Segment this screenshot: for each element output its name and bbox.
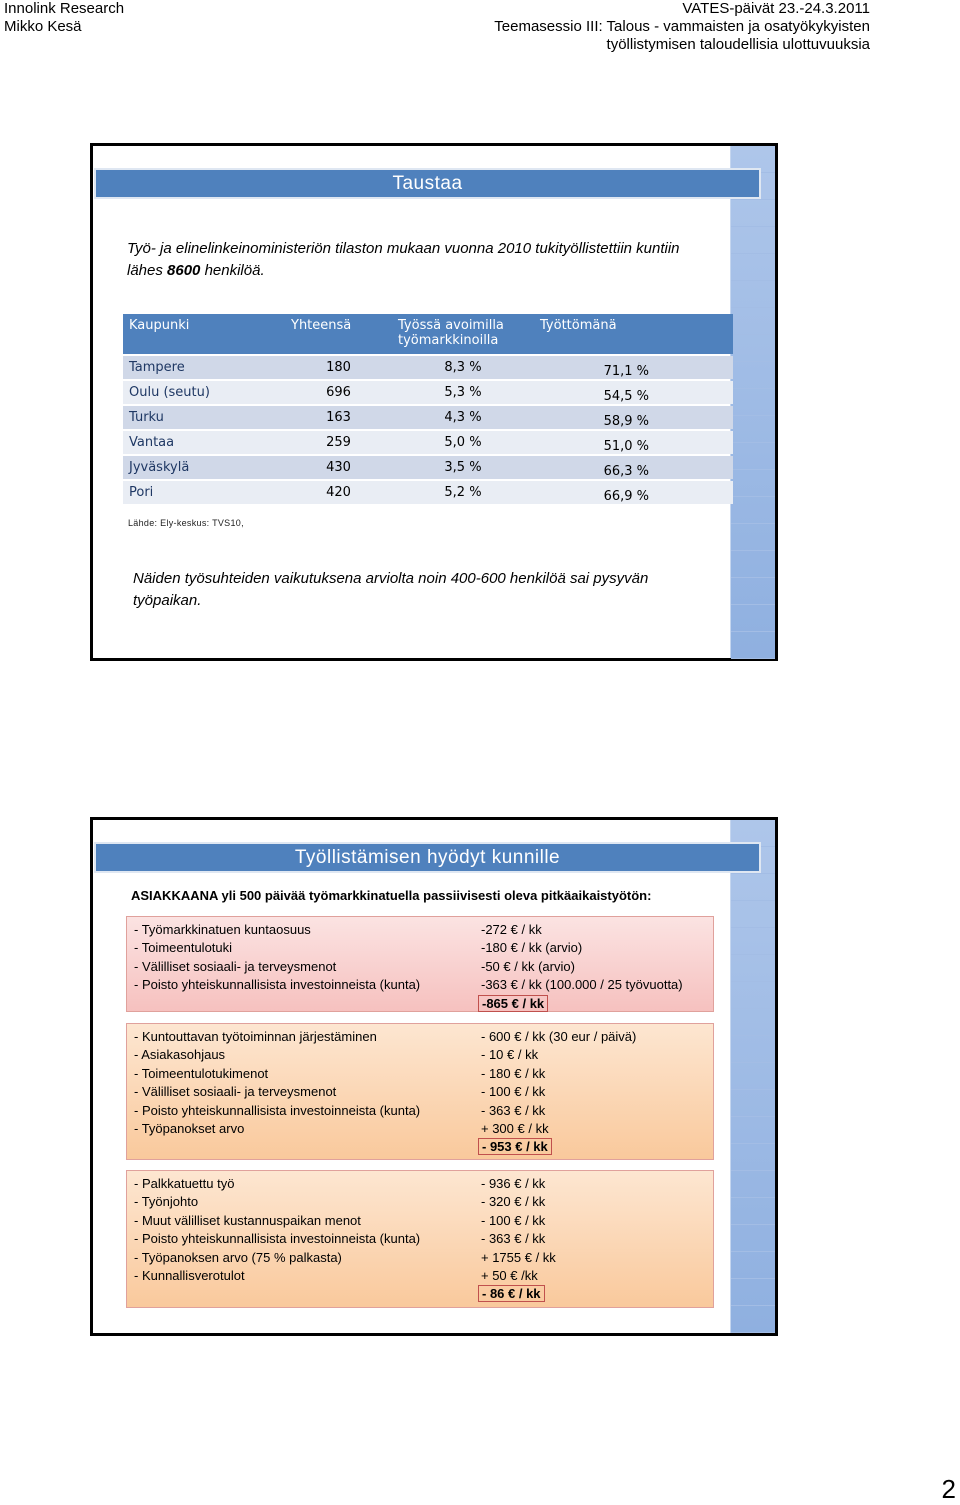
list-item (134, 939, 706, 957)
col-header-city: Kaupunki (123, 314, 285, 354)
table-header-row (123, 314, 733, 354)
cell-total: 696 (285, 381, 392, 404)
col-header-open-market: Työssä avoimilla työmarkkinoilla (392, 314, 534, 354)
cell-unemployed: 66,3 % (534, 456, 733, 479)
item-label: - Kuntouttavan työtoiminnan järjestäminen (134, 1029, 377, 1044)
cell-city: Vantaa (123, 431, 285, 454)
total-value: - 953 € / kk (478, 1138, 552, 1155)
cell-open: 8,3 % (392, 356, 534, 379)
cost-box-wage-subsidy (126, 1170, 714, 1308)
list-item (134, 1083, 706, 1101)
cell-unemployed: 58,9 % (534, 406, 733, 429)
list-item (134, 1267, 706, 1285)
cell-open: 3,5 % (392, 456, 534, 479)
item-value: -272 € / kk (481, 922, 542, 937)
list-item (134, 1249, 706, 1267)
item-value: + 1755 € / kk (481, 1249, 556, 1265)
cell-total: 420 (285, 481, 392, 504)
slide-sidebar-decoration (730, 820, 775, 1333)
item-label: - Työpanoksen arvo (75 % palkasta) (134, 1249, 342, 1265)
cell-open: 5,3 % (392, 381, 534, 404)
item-label: - Asiakasohjaus (134, 1047, 226, 1063)
cell-total: 259 (285, 431, 392, 454)
cell-unemployed: 51,0 % (534, 431, 733, 454)
slide-title: Taustaa (94, 168, 761, 199)
total-value: - 86 € / kk (478, 1285, 545, 1302)
table-row (123, 431, 733, 454)
total-row (134, 1285, 706, 1303)
item-label: - Poisto yhteiskunnallisista investoinneista (kunta) (134, 977, 421, 993)
cell-unemployed: 71,1 % (534, 356, 733, 379)
table-row (123, 481, 733, 504)
item-label: - Toimeentulotuki (134, 940, 233, 956)
item-value: - 320 € / kk (481, 1194, 546, 1210)
cell-unemployed: 54,5 % (534, 381, 733, 404)
item-label: - Työnjohto (134, 1194, 199, 1210)
cell-city: Jyväskylä (123, 456, 285, 479)
col-header-total: Yhteensä (285, 314, 392, 354)
item-label: - Palkkatuettu työ (134, 1176, 235, 1191)
list-item (134, 976, 706, 994)
slide-sidebar-decoration (730, 146, 775, 658)
cell-total: 430 (285, 456, 392, 479)
item-value: - 100 € / kk (481, 1084, 546, 1100)
header-org: Innolink Research (4, 0, 125, 17)
cell-city: Tampere (123, 356, 285, 379)
slide-intro (127, 238, 707, 282)
item-label: - Työpanokset arvo (134, 1121, 245, 1137)
list-item (134, 1230, 706, 1248)
item-value: -363 € / kk (100.000 / 25 työvuotta) (481, 977, 683, 993)
total-row (134, 1138, 706, 1156)
item-label: - Toimeentulotukimenot (134, 1065, 269, 1081)
item-value: -180 € / kk (arvio) (481, 940, 583, 956)
item-value: -50 € / kk (arvio) (481, 958, 575, 974)
item-value: - 363 € / kk (481, 1102, 546, 1118)
total-row (134, 995, 706, 1013)
slide-subtitle: ASIAKKAANA yli 500 päivää työmarkkinatuella passiivisesti oleva pitkäaikaistyötön: (131, 888, 652, 903)
col-header-unemployed: Työttömänä (534, 314, 733, 354)
list-item (134, 1102, 706, 1120)
list-item (134, 921, 706, 939)
item-label: - Muut välilliset kustannuspaikan menot (134, 1212, 361, 1228)
employment-table (123, 312, 733, 506)
item-label: - Poisto yhteiskunnallisista investoinneista (kunta) (134, 1102, 421, 1118)
item-label: - Työmarkkinatuen kuntaosuus (134, 922, 311, 937)
cell-total: 163 (285, 406, 392, 429)
header-left (4, 0, 124, 36)
slide-closing-text: Näiden työsuhteiden vaikutuksena arviolta noin 400-600 henkilöä sai pysyvän työpaikan. (133, 570, 649, 609)
header-session-line1: Teemasessio III: Talous - vammaisten ja osatyökykyisten (494, 18, 870, 35)
item-value: - 363 € / kk (481, 1231, 546, 1247)
cell-open: 5,2 % (392, 481, 534, 504)
item-label: - Poisto yhteiskunnallisista investoinneista (kunta) (134, 1231, 421, 1247)
slide-taustaa (90, 143, 778, 661)
table-source: Lähde: Ely-keskus: TVS10, (128, 518, 244, 528)
cost-box-passive (126, 916, 714, 1012)
item-label: - Välilliset sosiaali- ja terveysmenot (134, 1084, 337, 1100)
total-value: -865 € / kk (478, 995, 548, 1012)
intro-text-before: Työ- ja elinelinkeinoministeriön tilaston mukaan vuonna 2010 tukityöllistettiin kuntiin lähes (127, 240, 680, 279)
item-value: - 936 € / kk (481, 1176, 546, 1191)
list-item (134, 1120, 706, 1138)
list-item (134, 1028, 706, 1046)
cell-total: 180 (285, 356, 392, 379)
item-value: + 50 € /kk (481, 1268, 538, 1284)
header-event: VATES-päivät 23.-24.3.2011 (682, 0, 870, 17)
cell-open: 5,0 % (392, 431, 534, 454)
list-item (134, 1193, 706, 1211)
cell-unemployed: 66,9 % (534, 481, 733, 504)
item-value: - 600 € / kk (30 eur / päivä) (481, 1029, 637, 1044)
table-row (123, 406, 733, 429)
table-row (123, 356, 733, 379)
slide-tyollistamisen-hyodyt (90, 817, 778, 1336)
header-right (494, 0, 870, 54)
item-value: - 10 € / kk (481, 1047, 539, 1063)
header-session-line2: työllistymisen taloudellisia ulottuvuuksia (606, 36, 870, 53)
table-row (123, 381, 733, 404)
list-item (134, 1212, 706, 1230)
intro-text-after: henkilöä. (200, 262, 265, 279)
list-item (134, 1046, 706, 1064)
item-value: - 180 € / kk (481, 1065, 546, 1081)
cost-box-rehabilitative (126, 1023, 714, 1160)
item-label: - Kunnallisverotulot (134, 1268, 245, 1284)
list-item (134, 958, 706, 976)
cell-open: 4,3 % (392, 406, 534, 429)
intro-bold-number: 8600 (167, 262, 201, 279)
header-author: Mikko Kesä (4, 18, 82, 35)
cell-city: Oulu (seutu) (123, 381, 285, 404)
cell-city: Pori (123, 481, 285, 504)
list-item (134, 1175, 706, 1193)
table-row (123, 456, 733, 479)
slide-title: Työllistämisen hyödyt kunnille (94, 842, 761, 873)
item-value: - 100 € / kk (481, 1212, 546, 1228)
cell-city: Turku (123, 406, 285, 429)
item-label: - Välilliset sosiaali- ja terveysmenot (134, 958, 337, 974)
list-item (134, 1065, 706, 1083)
item-value: + 300 € / kk (481, 1121, 549, 1137)
page-number: 2 (941, 1474, 956, 1504)
